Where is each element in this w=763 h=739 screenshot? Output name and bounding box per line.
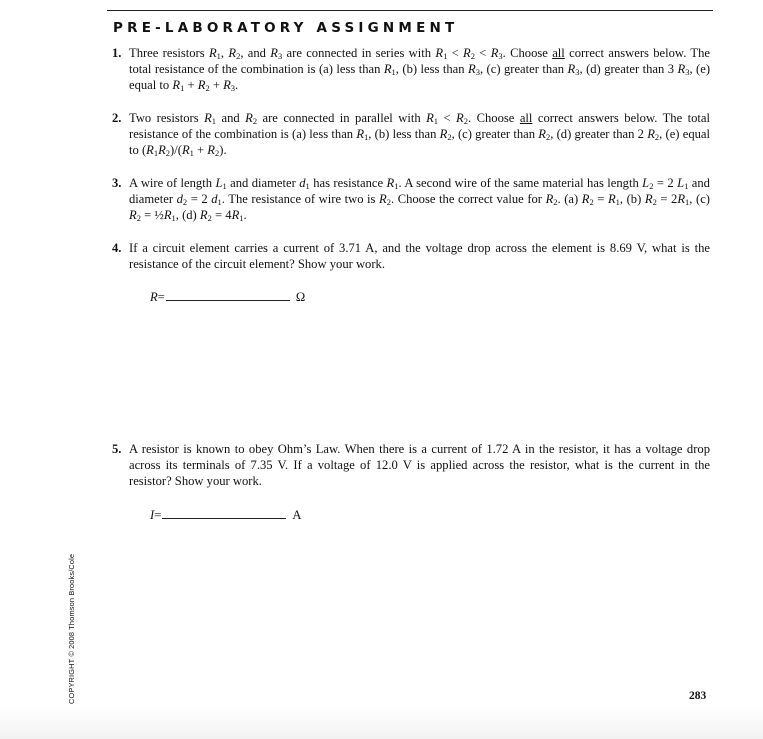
page-bottom-shadow xyxy=(0,705,763,739)
question-text: Two resistors $R_1$ and $R_2$ are connected in parallel with $R_1 < R_2$. Choose all correct answers below. The total resistance of the combination is (a) less than $R_1$, (b) less than $R_2$, (c) greater than $R_2$, (d) greater than 2 $R_2$, (e) equal to $(R_1R_2)/(R_1 + R_2)$. xyxy=(129,111,711,158)
top-rule xyxy=(107,10,713,11)
answer-blank[interactable] xyxy=(166,289,290,301)
answer-unit: A xyxy=(292,508,302,522)
answer-line-current xyxy=(150,507,301,523)
question-number: 1. xyxy=(112,46,122,60)
question-5 xyxy=(112,441,710,489)
page-title: PRE-LABORATORY ASSIGNMENT xyxy=(113,20,459,36)
copyright-notice: COPYRIGHT © 2008 Thomson Brooks/Cole xyxy=(67,553,76,704)
question-number: 3. xyxy=(112,176,122,190)
question-1 xyxy=(112,45,710,93)
question-number: 2. xyxy=(112,111,122,125)
answer-line-resistance xyxy=(150,289,305,305)
answer-equals: = xyxy=(157,290,165,304)
page-number: 283 xyxy=(689,690,707,702)
question-4 xyxy=(112,240,710,272)
question-number: 4. xyxy=(112,241,122,255)
answer-equals: = xyxy=(154,508,162,522)
answer-symbol: I xyxy=(150,508,155,522)
answer-blank[interactable] xyxy=(162,507,286,519)
answer-unit: Ω xyxy=(295,290,306,304)
question-3 xyxy=(112,175,710,223)
question-text: A resistor is known to obey Ohm’s Law. When there is a current of 1.72 A in the resistor, it has a voltage drop across its terminals of 7.35 V. If a voltage of 12.0 V is applied across the resistor, what is the current in the resistor? Show your work. xyxy=(129,442,710,488)
question-text: A wire of length $L_1$ and diameter $d_1$ has resistance $R_1$. A second wire of the same material has length $L_2 = 2$ $L_1$ and diameter $d_2 = 2$ $d_1$. The resistance of wire two is $R_2$. Choose the correct value for $R_2$. (a) $R_2 = R_1$, (b) $R_2 = 2R_1$, (c) $R_2$ = $\frac{1}{2}R_1$, (d) $R_2 = 4R_1$. xyxy=(129,176,710,223)
question-text: If a circuit element carries a current of 3.71 A, and the voltage drop across the element is 8.69 V, what is the resistance of the circuit element? Show your work. xyxy=(129,241,710,271)
question-text: Three resistors $R_1$, $R_2$, and $R_3$ are connected in series with $R_1 < R_2 < R_3$. Choose all correct answers below. The total resistance of the combination is (a) less than $R_1$, (b) less than $R_3$, (c) greater than $R_3$, (d) greater than 3 $R_3$, (e) equal to $R_1 + R_2 + R_3$. xyxy=(129,46,711,93)
question-2 xyxy=(112,110,710,158)
answer-symbol: R xyxy=(150,290,158,304)
question-number: 5. xyxy=(112,442,122,456)
